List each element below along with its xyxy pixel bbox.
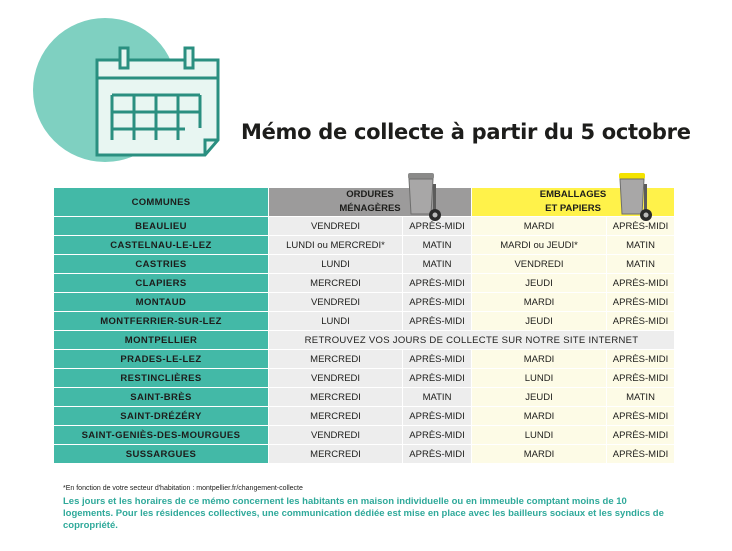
commune-name: SAINT-DRÉZÉRY: [54, 407, 269, 426]
om-time: APRÈS-MIDI: [403, 312, 472, 331]
om-day: MERCREDI: [269, 445, 403, 464]
om-day: VENDREDI: [269, 426, 403, 445]
om-day: MERCREDI: [269, 388, 403, 407]
om-day: VENDREDI: [269, 369, 403, 388]
page-title: Mémo de collecte à partir du 5 octobre: [241, 120, 691, 144]
om-day: LUNDI: [269, 312, 403, 331]
table-row: [54, 407, 675, 426]
footnote: *En fonction de votre secteur d'habitation : montpellier.fr/changement-collecte: [63, 485, 303, 492]
header-communes: COMMUNES: [54, 188, 269, 217]
commune-name: CLAPIERS: [54, 274, 269, 293]
om-time: APRÈS-MIDI: [403, 407, 472, 426]
emb-time: MATIN: [607, 236, 675, 255]
commune-name: CASTRIES: [54, 255, 269, 274]
om-day: MERCREDI: [269, 350, 403, 369]
om-time: MATIN: [403, 255, 472, 274]
om-time: APRÈS-MIDI: [403, 426, 472, 445]
table-row: [54, 217, 675, 236]
commune-name: MONTFERRIER-SUR-LEZ: [54, 312, 269, 331]
calendar-icon: [97, 48, 218, 155]
emb-time: APRÈS-MIDI: [607, 407, 675, 426]
om-day: LUNDI ou MERCREDI*: [269, 236, 403, 255]
om-time: APRÈS-MIDI: [403, 445, 472, 464]
header-om-line2: MÉNAGÈRES: [339, 203, 401, 214]
commune-name: CASTELNAU-LE-LEZ: [54, 236, 269, 255]
emb-time: APRÈS-MIDI: [607, 217, 675, 236]
website-message: RETROUVEZ VOS JOURS DE COLLECTE SUR NOTRE SITE INTERNET: [269, 331, 675, 350]
om-time: APRÈS-MIDI: [403, 369, 472, 388]
table-row: [54, 388, 675, 407]
emb-day: MARDI: [472, 407, 607, 426]
header-om-line1: ORDURES: [346, 189, 394, 200]
commune-name: BEAULIEU: [54, 217, 269, 236]
emb-time: MATIN: [607, 388, 675, 407]
om-day: MERCREDI: [269, 407, 403, 426]
emb-day: JEUDI: [472, 312, 607, 331]
table-header-row: [54, 188, 675, 217]
commune-name: SUSSARGUES: [54, 445, 269, 464]
emb-day: JEUDI: [472, 274, 607, 293]
commune-name: PRADES-LE-LEZ: [54, 350, 269, 369]
table-row: [54, 369, 675, 388]
emb-day: JEUDI: [472, 388, 607, 407]
grey-bin-icon: [402, 170, 450, 226]
table-row: [54, 255, 675, 274]
om-time: APRÈS-MIDI: [403, 350, 472, 369]
emb-day: MARDI: [472, 350, 607, 369]
emb-day: MARDI ou JEUDI*: [472, 236, 607, 255]
emb-day: VENDREDI: [472, 255, 607, 274]
commune-name: MONTPELLIER: [54, 331, 269, 350]
table-row: [54, 236, 675, 255]
emb-day: LUNDI: [472, 426, 607, 445]
emb-time: MATIN: [607, 255, 675, 274]
commune-name: RESTINCLIÈRES: [54, 369, 269, 388]
om-time: APRÈS-MIDI: [403, 274, 472, 293]
table-row: [54, 274, 675, 293]
emb-time: APRÈS-MIDI: [607, 274, 675, 293]
emb-day: MARDI: [472, 217, 607, 236]
om-time: MATIN: [403, 388, 472, 407]
emb-time: APRÈS-MIDI: [607, 350, 675, 369]
emb-time: APRÈS-MIDI: [607, 293, 675, 312]
emb-time: APRÈS-MIDI: [607, 312, 675, 331]
yellow-bin-icon: [613, 170, 661, 226]
table-row: [54, 445, 675, 464]
om-day: VENDREDI: [269, 293, 403, 312]
om-time: APRÈS-MIDI: [403, 217, 472, 236]
om-day: MERCREDI: [269, 274, 403, 293]
emb-time: APRÈS-MIDI: [607, 369, 675, 388]
table-row: [54, 331, 675, 350]
table-row: [54, 293, 675, 312]
om-day: LUNDI: [269, 255, 403, 274]
collection-table: [53, 187, 675, 464]
emb-time: APRÈS-MIDI: [607, 426, 675, 445]
table-row: [54, 426, 675, 445]
om-time: APRÈS-MIDI: [403, 293, 472, 312]
emb-time: APRÈS-MIDI: [607, 445, 675, 464]
calendar-illustration: [0, 0, 240, 170]
emb-day: MARDI: [472, 293, 607, 312]
om-day: VENDREDI: [269, 217, 403, 236]
header-emb-line1: EMBALLAGES: [539, 189, 607, 200]
info-text: Les jours et les horaires de ce mémo concernent les habitants en maison individuelle ou en immeuble comptant moins de 10 logements. Pour les résidences collectives, une communication dédiée est mise en place avec les bailleurs sociaux et les syndics de copropriété.: [63, 496, 664, 531]
om-time: MATIN: [403, 236, 472, 255]
commune-name: MONTAUD: [54, 293, 269, 312]
emb-day: LUNDI: [472, 369, 607, 388]
emb-day: MARDI: [472, 445, 607, 464]
table-row: [54, 312, 675, 331]
commune-name: SAINT-GENIÈS-DES-MOURGUES: [54, 426, 269, 445]
table-row: [54, 350, 675, 369]
header-emb-line2: ET PAPIERS: [545, 203, 601, 214]
commune-name: SAINT-BRÈS: [54, 388, 269, 407]
